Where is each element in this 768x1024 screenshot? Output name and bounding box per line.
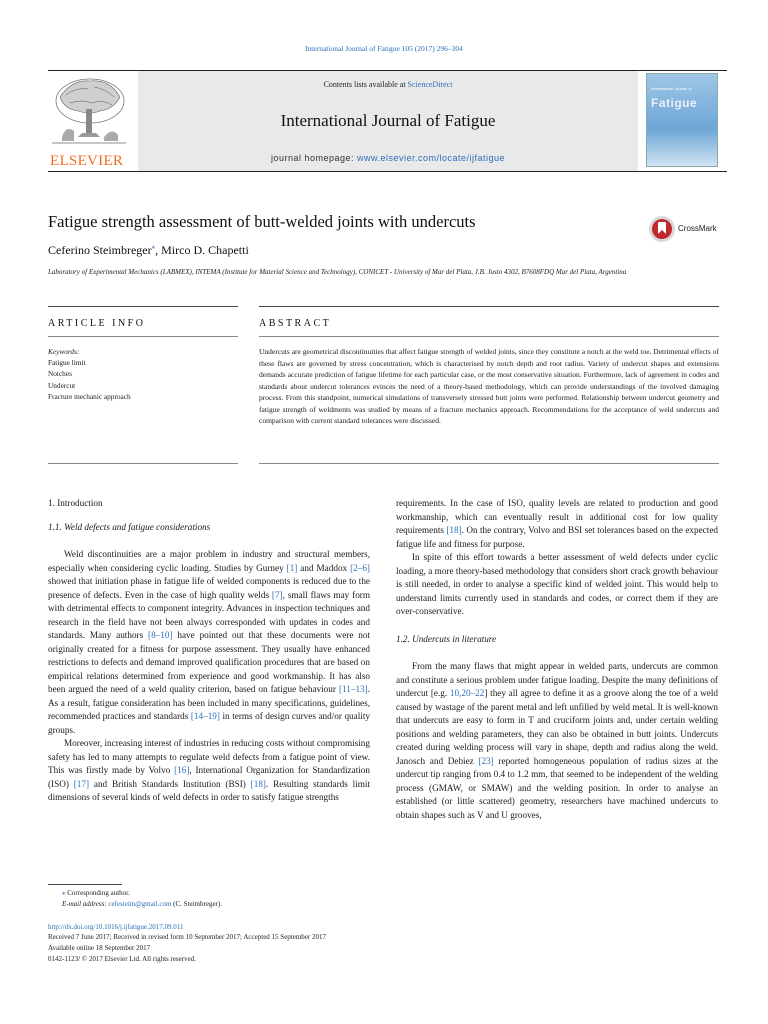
reference-link[interactable]: [11–13] bbox=[338, 684, 368, 694]
author-separator: , bbox=[155, 243, 162, 257]
abstract-heading: ABSTRACT bbox=[259, 318, 332, 329]
article-info-heading: ARTICLE INFO bbox=[48, 318, 146, 329]
subsection-heading: 1.1. Weld defects and fatigue considerations bbox=[48, 521, 211, 532]
reference-link[interactable]: [18] bbox=[446, 525, 462, 535]
text-run: Moreover, increasing interest of industries in reducing costs without compromising safety has led to many attempts to regulate weld defects from a fatigue point of view. This was firstly made by Volvo bbox=[48, 738, 370, 775]
homepage-prefix: journal homepage: bbox=[270, 153, 357, 163]
keywords-label: Keywords: bbox=[48, 347, 80, 356]
sciencedirect-link[interactable]: ScienceDirect bbox=[407, 80, 453, 89]
divider bbox=[259, 463, 719, 464]
journal-cover-thumbnail[interactable] bbox=[646, 73, 718, 167]
text-run: and Maddox bbox=[297, 562, 351, 573]
footnote-divider bbox=[48, 884, 122, 885]
journal-banner bbox=[138, 71, 638, 171]
footnote-mark: ⁎ bbox=[62, 889, 66, 897]
cover-subtitle: International Journal of bbox=[651, 86, 692, 91]
divider bbox=[48, 463, 238, 464]
text-run: , International Organization for Standardization (ISO) bbox=[48, 765, 370, 789]
body-column-left bbox=[48, 497, 370, 805]
elsevier-tree-icon bbox=[48, 75, 130, 151]
elsevier-logo bbox=[48, 75, 130, 167]
publisher-name: ELSEVIER bbox=[50, 153, 124, 169]
body-column-right bbox=[396, 497, 718, 822]
keywords-list bbox=[48, 346, 238, 402]
available-online: Available online 18 September 2017 bbox=[48, 944, 151, 953]
keyword: Notches bbox=[48, 369, 72, 379]
corresponding-author-mark[interactable]: ⁎ bbox=[151, 243, 156, 251]
reference-link[interactable]: [2–6] bbox=[350, 562, 370, 573]
text-run: have pointed out that these documents were not originally created for a fitness for purpose assessment. They usually have enhanced restrictions to defects and demand improved qualification procedures that are based on empirical relations determined from experience and good workmanship. It has also been argued the need of a weld quality criterion, based on fatigue behaviour bbox=[48, 630, 370, 694]
body-paragraph bbox=[48, 737, 370, 805]
keyword: Fatigue limit bbox=[48, 358, 86, 368]
text-run: and British Standards Institution (BSI) bbox=[89, 778, 251, 789]
text-run: showed that initiation phase in fatigue life of welded components is reduced due to the presence of defects. Even in the case of high quality welds bbox=[48, 576, 370, 600]
reference-link[interactable]: [7] bbox=[271, 589, 283, 600]
email-link[interactable]: cefesteim@gmail.com bbox=[108, 899, 172, 908]
reference-link[interactable]: 10,20–22 bbox=[449, 688, 485, 698]
divider bbox=[48, 306, 238, 307]
crossmark-badge[interactable] bbox=[648, 215, 724, 243]
divider bbox=[259, 336, 719, 337]
footnote-text: (C. Steimbreger). bbox=[171, 899, 222, 908]
reference-link[interactable]: [23] bbox=[478, 755, 494, 766]
crossmark-icon bbox=[648, 215, 676, 243]
contents-availability bbox=[138, 80, 638, 89]
text-run: reported homogeneous population of radius sizes at the undercut tip ranging from 0.4 to 1.2 mm, that seemed to be independent of the welding process (GMAW, or SMAW) and the welding position. In order to analyse an established (or little scattered) geometry, researchers have machined undercuts to obtain shapes such as V and U grooves, bbox=[396, 755, 718, 820]
received-dates: Received 7 June 2017; Received in revised form 10 September 2017; Accepted 15 September 2017 bbox=[48, 933, 326, 942]
text-run: . On the contrary, Volvo and BSI set tolerances based on the expected fatigue life and fitness for purpose. bbox=[396, 525, 718, 549]
crossmark-label: CrossMark bbox=[678, 224, 717, 233]
journal-homepage bbox=[138, 153, 638, 163]
copyright: 0142-1123/ © 2017 Elsevier Ltd. All rights reserved. bbox=[48, 954, 196, 963]
text-run: in terms of design curves and/or quality groups. bbox=[48, 711, 370, 735]
divider bbox=[259, 306, 719, 307]
section-heading: 1. Introduction bbox=[48, 498, 103, 508]
homepage-link[interactable]: www.elsevier.com/locate/ijfatigue bbox=[357, 153, 506, 163]
journal-citation-link[interactable]: International Journal of Fatigue 105 (2017) 296–304 bbox=[305, 44, 463, 53]
text-run: ] they all agree to define it as a groove along the toe of a weld caused by wastage of the parent metal and left unfilled by weld metal. It is well-known that undercuts are easy to form in T and cruciform joints and, under certain welding positions and welding parameters, they can also be obtained in butt joints. Undercuts created during welding process will vary in shape, depth and radius along the weld. Janosch and Debiez bbox=[396, 688, 718, 766]
text-run: . Resulting standards limit dimensions of several kinds of weld defects in order to satisfy fatigue strengths bbox=[48, 778, 371, 802]
divider bbox=[48, 336, 238, 337]
text-run: Weld discontinuities are a major problem in industry and structural members, especially when considering cyclic loading. Studies by Gurney bbox=[48, 549, 370, 573]
author-name[interactable]: Mirco D. Chapetti bbox=[161, 243, 249, 257]
email-label: E-mail address: bbox=[62, 899, 109, 908]
keyword: Fracture mechanic approach bbox=[48, 391, 131, 401]
journal-title: International Journal of Fatigue bbox=[280, 111, 496, 130]
footnotes bbox=[48, 888, 468, 965]
reference-link[interactable]: [14–19] bbox=[190, 711, 220, 721]
doi-link[interactable]: http://dx.doi.org/10.1016/j.ijfatigue.2017.09.011 bbox=[48, 922, 184, 931]
body-paragraph: In spite of this effort towards a better assessment of weld defects under cyclic loading, a more theory-based methodology that considers short crack growth behaviour is still needed, in order to analyse a specific kind of welded joint. This would help to understand limits currently used in standards and codes, or correct them if they are over-conservative. bbox=[396, 552, 718, 616]
author-list bbox=[48, 243, 249, 258]
body-paragraph bbox=[48, 548, 370, 737]
reference-link[interactable]: [1] bbox=[286, 562, 298, 573]
author-affiliation: Laboratory of Experimental Mechanics (LABMEX), INTEMA (Institute for Material Science and Technology), CONICET - University of Mar del Plata, J.B. Justo 4302, B7608FDQ Mar del Plata, Argentina bbox=[48, 268, 627, 276]
corresponding-author-note bbox=[48, 888, 468, 899]
reference-link[interactable]: [8–10] bbox=[148, 630, 173, 640]
text-run: , small flaws may form with detrimental effects to component integrity. Advances in inspection techniques and research in the field have not been always corresponded with updates in codes and standards. Many authors bbox=[48, 589, 370, 640]
footnote-text: Corresponding author. bbox=[65, 889, 130, 897]
contents-prefix: Contents lists available at bbox=[323, 80, 408, 89]
reference-link[interactable]: [17] bbox=[73, 778, 90, 789]
article-title: Fatigue strength assessment of butt-welded joints with undercuts bbox=[48, 212, 476, 231]
body-paragraph bbox=[396, 660, 718, 822]
cover-title: Fatigue bbox=[651, 96, 698, 110]
abstract-text: Undercuts are geometrical discontinuities that affect fatigue strength of welded joints, since they constitute a notch at the weld toe. Detrimental effects of these flaws are governed by stress concentration, which is characterised by notch depth and root radius. Variety of undercut shapes and extensions demands accurate prediction of fatigue lifetime for each particular case, or the most conservative situation. Furthermore, lack of agreement in codes and standards about undercut tolerances evinces the need of a theory-based methodology, which can provide understandings of the involved damaging process. From this standpoint, numerical simulations of transversely stressed butt joints were performed. Relationship between undercut geometry and fatigue strength of weldments was studied by means of a fracture mechanics approach. Recommendations for the acceptance of weld undercuts and comparison with current standard tolerances were discussed. bbox=[259, 347, 719, 425]
reference-link[interactable]: [18] bbox=[250, 778, 266, 789]
subsection-heading: 1.2. Undercuts in literature bbox=[396, 633, 497, 644]
reference-link[interactable]: [16] bbox=[174, 765, 190, 775]
journal-masthead bbox=[48, 70, 727, 172]
body-paragraph bbox=[396, 497, 718, 551]
text-run: . As a result, fatigue consideration has been included in many specifications, guidelines, recommended practices and standards bbox=[48, 684, 370, 721]
keyword: Undercut bbox=[48, 380, 76, 390]
text-run: From the many flaws that might appear in welded parts, undercuts are common and constitute a serious problem under fatigue loading. Despite the many definitions of undercut [e.g. bbox=[396, 661, 718, 698]
text-run: requirements. In the case of ISO, quality levels are related to production and good workmanship, which can eventually result in additional cost for low quality requirements bbox=[396, 498, 718, 535]
email-note bbox=[48, 899, 468, 910]
author-name[interactable]: Ceferino Steimbreger bbox=[48, 243, 152, 257]
